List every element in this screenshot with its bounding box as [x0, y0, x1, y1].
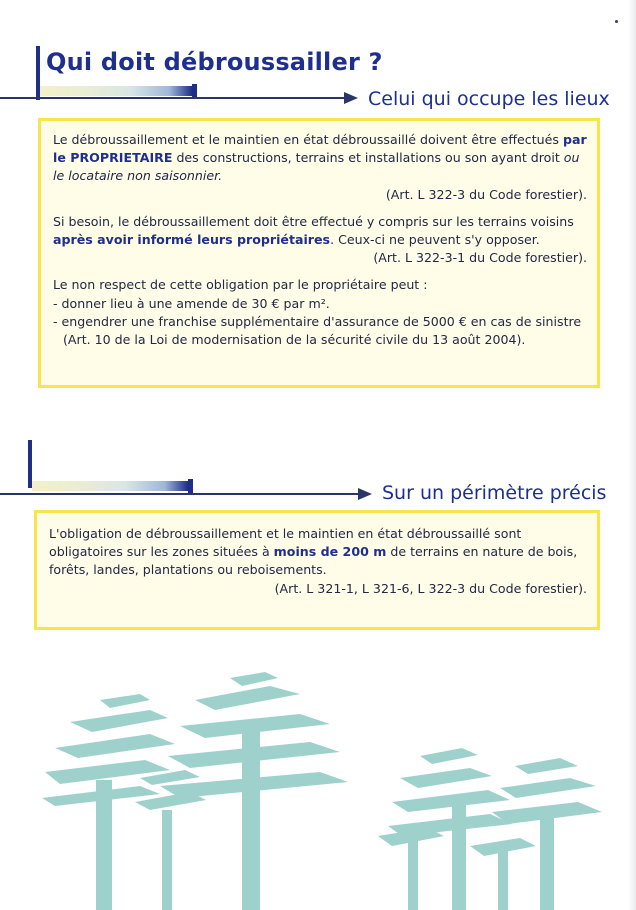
- tree-canopy-layer: [420, 748, 478, 764]
- tree-trunk: [408, 840, 418, 910]
- tree-canopy-layer: [195, 686, 300, 710]
- reference-l321: (Art. L 321-1, L 321-6, L 322-3 du Code forestier).: [274, 580, 587, 596]
- tree-trunk: [498, 850, 508, 910]
- tree-canopy-layer: [400, 768, 492, 788]
- penalty-item-fine: - donner lieu à une amende de 30 € par m².: [53, 295, 330, 311]
- text: . Ceux-ci ne peuvent s'y opposer.: [330, 232, 540, 248]
- section1-paragraph-1: [53, 131, 587, 186]
- section2-box: [34, 510, 600, 630]
- section1-paragraph-2: [53, 213, 587, 249]
- section2-color-strip: [32, 481, 188, 491]
- page-mark: [615, 20, 618, 23]
- section2-paragraph-1: [49, 525, 587, 580]
- tree-canopy-layer: [55, 734, 175, 758]
- section1-strip-cap: [192, 84, 197, 98]
- emphasis-owner: par le PROPRIETAIRE: [53, 132, 587, 166]
- tree-canopy-layer: [515, 758, 578, 774]
- tree-canopy-layer: [230, 672, 278, 686]
- tree-trunk: [540, 810, 554, 910]
- reference-l322-3-1: (Art. L 322-3-1 du Code forestier).: [373, 250, 587, 266]
- text: de terrains en nature de bois, forêts, landes, plantations ou reboisements.: [49, 544, 578, 578]
- text: L'obligation de débroussaillement et le maintien en état débroussaillé sont obligatoires sur les zones situées à: [49, 526, 522, 560]
- tree-canopy-layer: [70, 710, 168, 732]
- arrow-right-icon: [344, 92, 358, 104]
- emphasis-200m: moins de 200 m: [273, 544, 387, 560]
- page-title: Qui doit débroussailler ?: [46, 48, 383, 76]
- section1-paragraph-3-intro: Le non respect de cette obligation par le propriétaire peut :: [53, 277, 428, 293]
- arrow-right-icon: [358, 488, 372, 500]
- tree-canopy-layer: [392, 790, 510, 812]
- tree-canopy-layer: [500, 778, 596, 798]
- tree-canopy-layer: [100, 694, 150, 708]
- section2-arrow-line: [0, 493, 360, 495]
- tree-trunk: [162, 810, 172, 910]
- section1-color-strip: [40, 86, 192, 96]
- italic-tenant: ou le locataire non saisonnier.: [53, 150, 580, 184]
- section1-heading: Celui qui occupe les lieux: [368, 88, 610, 110]
- section2-heading: Sur un périmètre précis: [382, 482, 607, 504]
- emphasis-inform-owners: après avoir informé leurs propriétaires: [53, 232, 331, 248]
- reference-l322-3: (Art. L 322-3 du Code forestier).: [385, 186, 587, 202]
- tree-trunk: [452, 800, 466, 910]
- penalty-item-insurance: - engendrer une franchise supplémentaire d'assurance de 5000 € en cas de sinistre: [53, 313, 582, 329]
- text: Si besoin, le débroussaillement doit être effectué y compris sur les terrains voisins: [53, 213, 574, 229]
- tree-illustration: [0, 660, 636, 910]
- text: des constructions, terrains et installations ou son ayant droit: [172, 150, 564, 166]
- section1-arrow-line: [0, 97, 346, 99]
- text: Le débroussaillement et le maintien en état débroussaillé doivent être effectués: [53, 132, 563, 147]
- section2-strip-cap: [188, 479, 193, 493]
- reference-loi-2004: (Art. 10 de la Loi de modernisation de la sécurité civile du 13 août 2004).: [63, 332, 526, 348]
- section1-box: [38, 118, 600, 388]
